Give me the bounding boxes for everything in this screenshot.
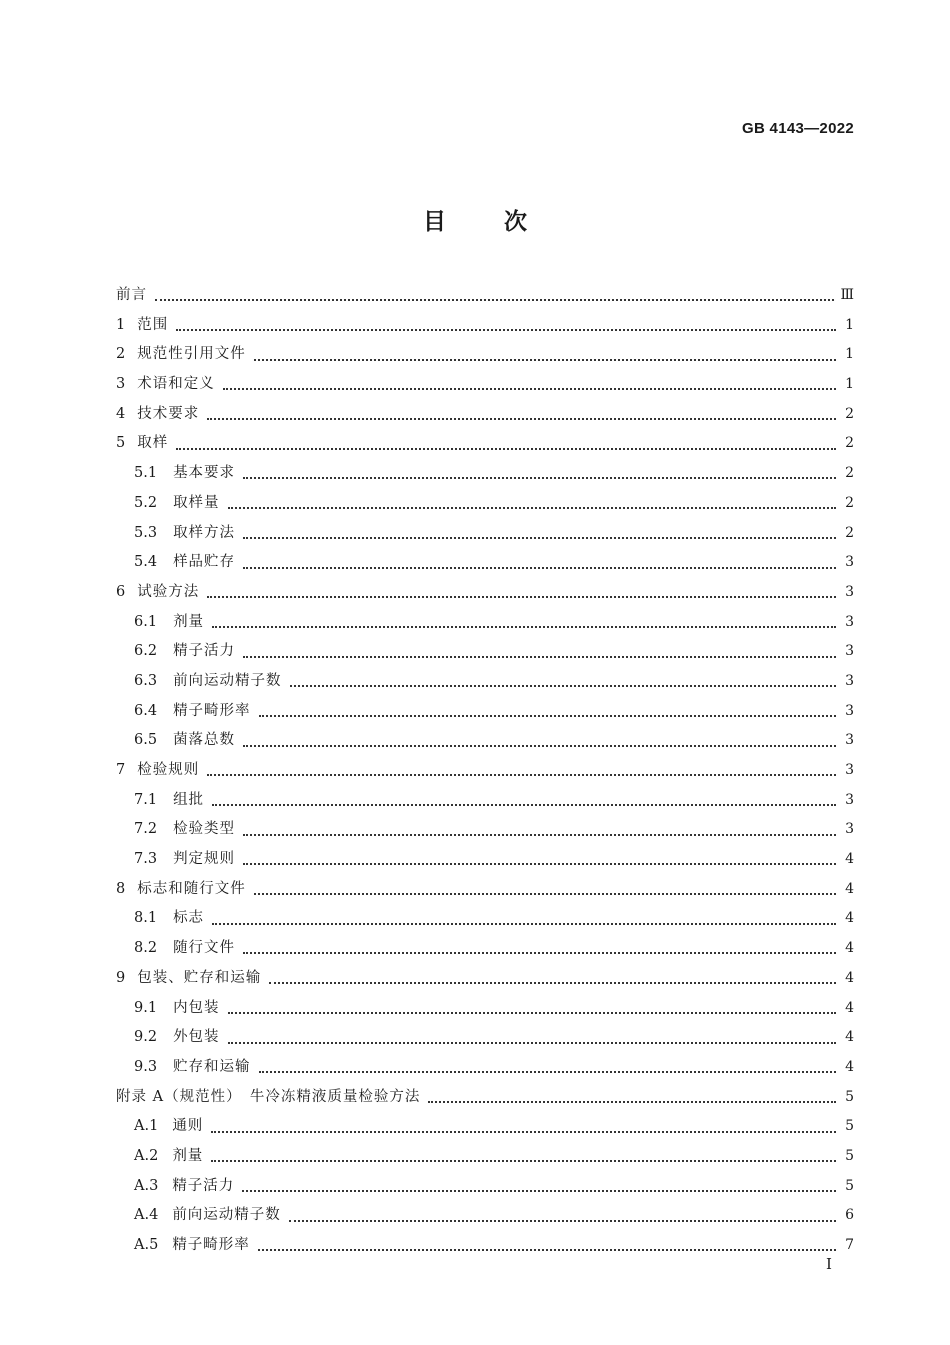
toc-entry[interactable] <box>116 815 854 845</box>
toc-entry-label: 判定规则 <box>173 851 236 868</box>
toc-entry-number: A.5 <box>134 1237 159 1253</box>
dot-leader <box>254 358 836 361</box>
dot-leader <box>212 922 836 925</box>
dot-leader <box>243 862 836 865</box>
toc-entry-number: 6.1 <box>134 613 158 630</box>
toc-entry-label: 内包装 <box>173 999 220 1016</box>
toc-entry-number: 7.3 <box>134 851 158 868</box>
toc-entry-page: 2 <box>845 524 854 541</box>
toc-entry-page: 4 <box>845 851 854 868</box>
dot-leader <box>258 1248 836 1251</box>
toc-entry-label: 基本要求 <box>173 465 236 482</box>
toc-entry-number: 2 <box>116 346 126 363</box>
page-title-part2: 次 <box>504 209 527 235</box>
toc-entry-page: 1 <box>845 376 854 393</box>
toc-entry[interactable] <box>116 578 854 608</box>
toc-entry[interactable] <box>116 459 854 489</box>
dot-leader <box>290 684 836 687</box>
page-number: I <box>826 1255 832 1273</box>
toc-entry-label: 贮存和运输 <box>173 1058 251 1075</box>
dot-leader <box>269 981 836 984</box>
toc-entry-page: 2 <box>845 465 854 482</box>
toc-entry[interactable] <box>116 697 854 727</box>
dot-leader <box>289 1219 836 1222</box>
toc-entry-number: 9.2 <box>134 1029 158 1046</box>
toc-entry[interactable] <box>116 786 854 816</box>
toc-entry-number: 6.2 <box>134 643 158 660</box>
toc-entry-number: 4 <box>116 405 126 422</box>
toc-entry-label: 前言 <box>116 287 147 303</box>
toc-entry[interactable] <box>116 340 854 370</box>
page-title-part1: 目 <box>423 209 446 235</box>
toc-entry-page: 3 <box>845 732 854 749</box>
dot-leader <box>207 595 836 598</box>
toc-entry-page: 1 <box>845 346 854 363</box>
dot-leader <box>228 506 836 509</box>
toc-entry-label: 随行文件 <box>173 940 236 957</box>
toc-entry-page: 3 <box>845 583 854 600</box>
dot-leader <box>212 625 836 628</box>
toc-entry-number: 5.1 <box>134 465 158 482</box>
toc-entry-number: 6.4 <box>134 702 158 719</box>
dot-leader <box>176 447 836 450</box>
dot-leader <box>243 536 836 539</box>
toc-entry[interactable] <box>116 1112 854 1142</box>
dot-leader <box>243 476 836 479</box>
toc-entry-number: 9.1 <box>134 999 158 1016</box>
toc-entry[interactable] <box>116 934 854 964</box>
dot-leader <box>207 773 836 776</box>
toc-entry[interactable] <box>116 1231 854 1261</box>
toc-entry[interactable] <box>116 311 854 341</box>
toc-entry-label: 包装、贮存和运输 <box>137 969 262 986</box>
dot-leader <box>207 417 836 420</box>
toc-entry-page: 7 <box>845 1237 854 1253</box>
toc-entry-label: 前向运动精子数 <box>173 672 282 689</box>
toc-entry-number: 5.3 <box>134 524 158 541</box>
toc-entry-label: 取样方法 <box>173 524 236 541</box>
dot-leader <box>243 951 836 954</box>
toc-entry[interactable] <box>116 548 854 578</box>
toc-entry-label: 通则 <box>172 1118 204 1135</box>
toc-entry-label: 技术要求 <box>137 405 200 422</box>
toc-entry-page: 4 <box>845 940 854 957</box>
toc-entry-label: 外包装 <box>173 1029 220 1046</box>
toc-entry[interactable] <box>116 1172 854 1202</box>
toc-entry-label: 样品贮存 <box>173 554 236 571</box>
toc-entry-number: 8.2 <box>134 940 158 957</box>
toc-entry-label: 规范性引用文件 <box>137 346 246 363</box>
dot-leader <box>254 892 836 895</box>
toc-entry-page: 4 <box>845 1029 854 1046</box>
toc-entry-label: 精子畸形率 <box>173 702 251 719</box>
toc-entry[interactable] <box>116 845 854 875</box>
toc-entry-number: 6 <box>116 583 126 600</box>
toc-entry-number: A.4 <box>134 1207 159 1224</box>
toc-entry-page: 3 <box>845 762 854 778</box>
dot-leader <box>243 655 836 658</box>
toc-entry[interactable] <box>116 1023 854 1053</box>
dot-leader <box>259 1070 836 1073</box>
toc-entry-label: 精子活力 <box>172 1177 235 1194</box>
toc-entry-page: 3 <box>845 821 854 838</box>
toc-entry-page: 1 <box>845 316 854 333</box>
toc-entry-number: A.2 <box>134 1147 159 1164</box>
dot-leader <box>243 833 836 836</box>
toc-entry[interactable] <box>116 875 854 905</box>
toc-entry-page: 3 <box>845 554 854 571</box>
toc-entry[interactable] <box>116 1142 854 1172</box>
toc-entry-page: 2 <box>845 405 854 422</box>
toc-entry-page: 3 <box>845 672 854 689</box>
toc-entry[interactable] <box>116 519 854 549</box>
toc-entry-label: 标志 <box>173 910 205 927</box>
toc-entry-label: 菌落总数 <box>173 732 236 749</box>
table-of-contents <box>116 281 854 1261</box>
toc-entry-label: 试验方法 <box>137 583 200 600</box>
toc-entry-label: 标志和随行文件 <box>137 880 246 897</box>
toc-entry-label: 术语和定义 <box>137 376 215 393</box>
toc-entry-label: 取样 <box>137 435 169 452</box>
toc-entry-label: 剂量 <box>173 613 205 630</box>
dot-leader <box>155 298 834 301</box>
toc-entry[interactable] <box>116 370 854 400</box>
toc-entry-page: 5 <box>845 1088 854 1105</box>
dot-leader <box>223 387 836 390</box>
toc-entry-number: 8.1 <box>134 910 158 927</box>
dot-leader <box>228 1011 836 1014</box>
toc-entry[interactable] <box>116 489 854 519</box>
toc-entry[interactable] <box>116 756 854 786</box>
toc-entry[interactable] <box>116 429 854 459</box>
dot-leader <box>176 328 836 331</box>
page-title <box>0 203 950 236</box>
dot-leader <box>228 1041 836 1044</box>
toc-entry-number: 6.3 <box>134 672 158 689</box>
toc-entry-number: 7 <box>116 762 126 778</box>
toc-entry-number: A.1 <box>134 1118 159 1135</box>
toc-entry-page: 4 <box>845 880 854 897</box>
toc-entry[interactable] <box>116 726 854 756</box>
toc-entry-number: A.3 <box>134 1177 159 1194</box>
toc-entry[interactable] <box>116 637 854 667</box>
toc-entry-page: 4 <box>845 1058 854 1075</box>
toc-entry[interactable] <box>116 904 854 934</box>
toc-entry-page: 3 <box>845 702 854 719</box>
toc-entry-number: 9.3 <box>134 1058 158 1075</box>
toc-entry-number: 5.2 <box>134 494 158 511</box>
toc-entry-number: 5.4 <box>134 554 158 571</box>
toc-entry[interactable] <box>116 1053 854 1083</box>
toc-entry-label: 剂量 <box>172 1147 204 1164</box>
dot-leader <box>211 1130 836 1133</box>
toc-entry-page: 5 <box>845 1177 854 1194</box>
dot-leader <box>243 566 836 569</box>
toc-entry-number: 9 <box>116 969 126 986</box>
toc-entry[interactable] <box>116 667 854 697</box>
toc-entry-number: 3 <box>116 376 126 393</box>
toc-entry[interactable] <box>116 994 854 1024</box>
standard-code: GB 4143—2022 <box>741 120 854 137</box>
toc-entry[interactable] <box>116 281 854 311</box>
toc-entry-label: 取样量 <box>173 494 220 511</box>
toc-entry[interactable] <box>116 964 854 994</box>
dot-leader <box>212 803 836 806</box>
toc-entry-page: 3 <box>845 791 854 808</box>
toc-entry-label: 精子活力 <box>173 643 236 660</box>
dot-leader <box>259 714 836 717</box>
toc-entry-label: 检验类型 <box>173 821 236 838</box>
toc-entry-page: 4 <box>845 969 854 986</box>
toc-entry-number: 1 <box>116 316 126 333</box>
toc-entry-page: 5 <box>845 1118 854 1135</box>
toc-entry-label: 范围 <box>137 316 169 333</box>
toc-entry-label: 检验规则 <box>137 762 200 778</box>
toc-entry-number: 8 <box>116 880 126 897</box>
toc-entry-page: 3 <box>845 643 854 660</box>
toc-entry-number: 7.2 <box>134 821 158 838</box>
toc-entry-page: 6 <box>845 1207 854 1224</box>
toc-entry[interactable] <box>116 608 854 638</box>
toc-entry-number: 7.1 <box>134 791 158 808</box>
toc-entry-page: 3 <box>845 613 854 630</box>
toc-entry-page: 5 <box>845 1147 854 1164</box>
toc-entry-page: 4 <box>845 910 854 927</box>
toc-entry-label: 前向运动精子数 <box>172 1207 281 1224</box>
toc-entry-number: 6.5 <box>134 732 158 749</box>
toc-entry-label: 附录 A（规范性） 牛冷冻精液质量检验方法 <box>116 1088 421 1105</box>
toc-entry-page: Ⅲ <box>840 287 854 303</box>
toc-entry[interactable] <box>116 1201 854 1231</box>
dot-leader <box>211 1159 836 1162</box>
toc-entry-label: 精子畸形率 <box>172 1237 250 1253</box>
dot-leader <box>428 1100 836 1103</box>
toc-entry-page: 2 <box>845 494 854 511</box>
dot-leader <box>243 744 836 747</box>
toc-entry[interactable] <box>116 400 854 430</box>
dot-leader <box>242 1189 836 1192</box>
toc-entry-page: 4 <box>845 999 854 1016</box>
toc-entry-page: 2 <box>845 435 854 452</box>
toc-entry-label: 组批 <box>173 791 205 808</box>
toc-entry[interactable] <box>116 1083 854 1113</box>
toc-entry-number: 5 <box>116 435 126 452</box>
